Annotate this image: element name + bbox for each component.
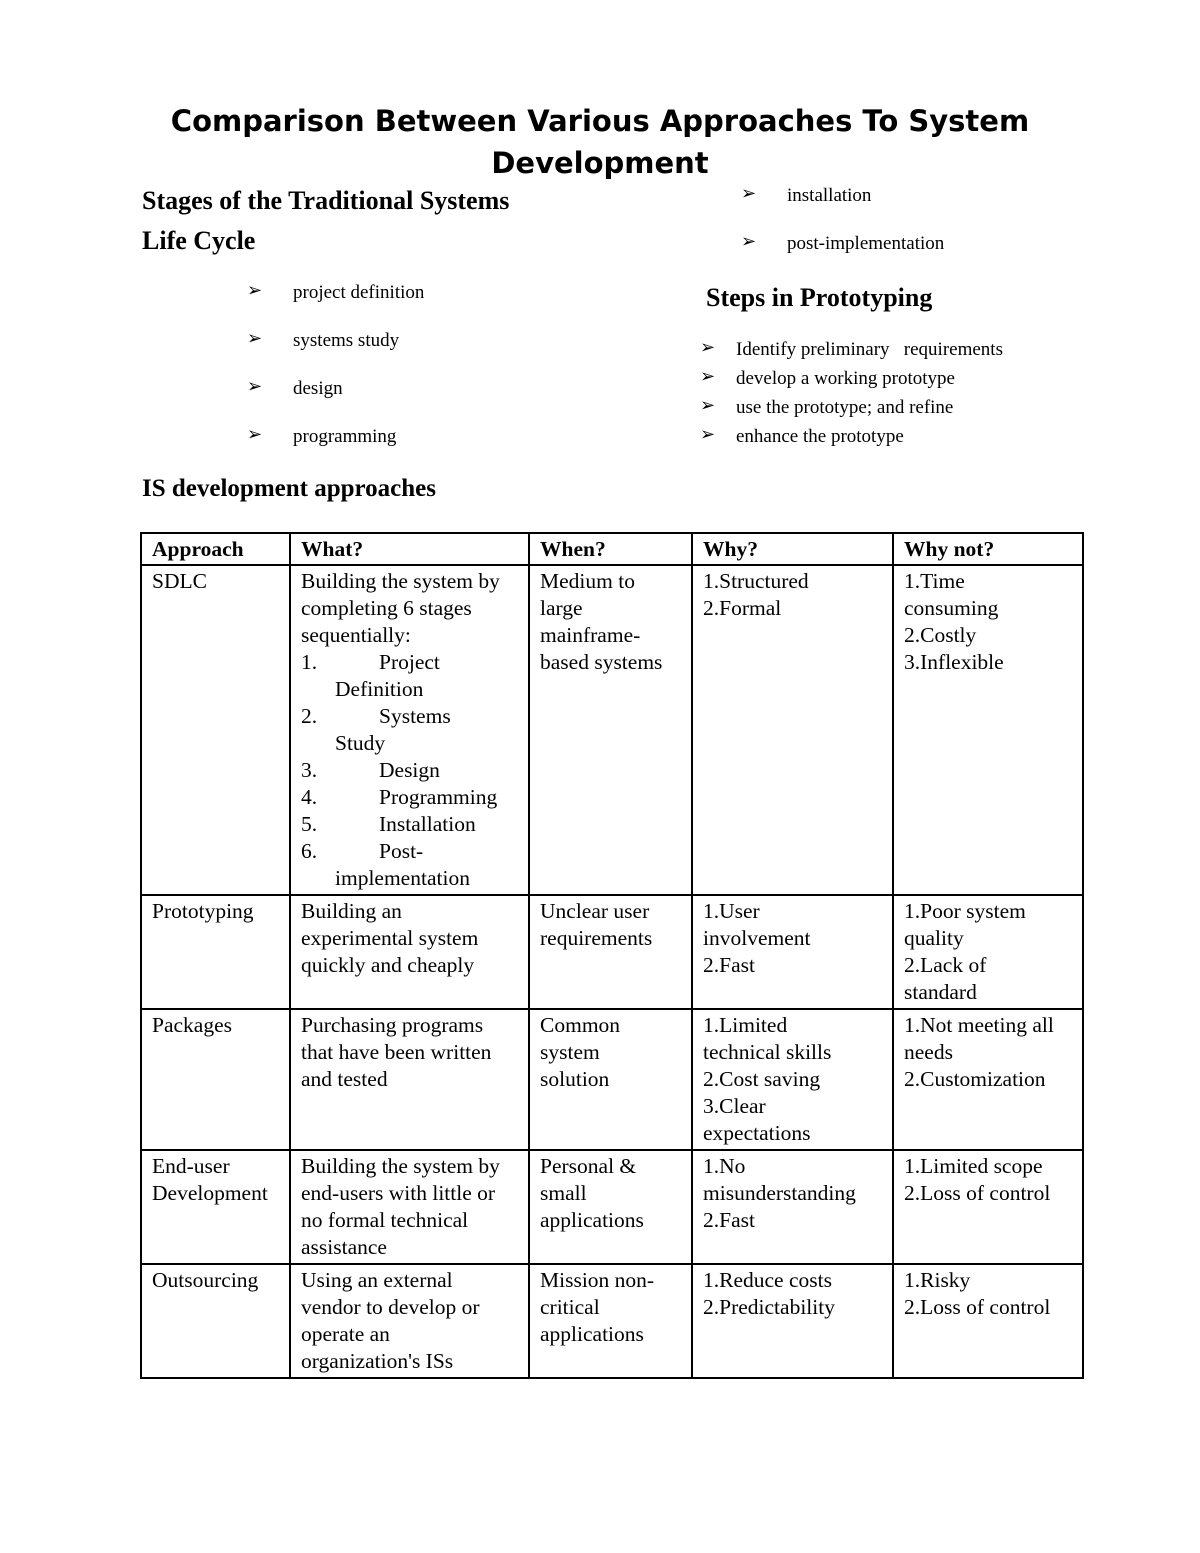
list-item: ➢ installation [741,183,872,206]
table-row [141,895,1083,1009]
stage-step: 6. Post- implementation [301,839,470,890]
list-item: ➢ programming [247,424,397,447]
what-cell: Building the system by end-users with little or no formal technical assistance [290,1150,529,1264]
lifecycle-heading [142,181,509,261]
prototyping-heading: Steps in Prototyping [706,283,933,312]
arrow-bullet-icon: ➢ [247,280,263,301]
stage-step: 4. Programming [301,785,498,809]
why-not-cell: 1.Time consuming 2.Costly 3.Inflexible [893,565,1083,895]
list-item: ➢ use the prototype; and refine [700,395,954,418]
column-header: When? [529,533,692,565]
list-item: ➢ post-implementation [741,231,945,254]
table-row [141,1264,1083,1378]
arrow-bullet-icon: ➢ [700,366,716,387]
what-cell: Purchasing programs that have been written and tested [290,1009,529,1150]
why-cell: 1.User involvement 2.Fast [692,895,893,1009]
list-item: ➢ develop a working prototype [700,366,955,389]
arrow-bullet-icon: ➢ [700,395,716,416]
stage-step: 1. Project Definition [301,650,440,701]
table-header-row [141,533,1083,565]
list-item: ➢ systems study [247,328,400,351]
arrow-bullet-icon: ➢ [741,183,757,204]
lifecycle-heading-line2: Life Cycle [142,226,256,255]
approach-cell: SDLC [141,565,290,895]
list-item: ➢ enhance the prototype [700,424,904,447]
stage-step: 5. Installation [301,812,476,836]
why-cell: 1.Structured 2.Formal [692,565,893,895]
column-header: Why? [692,533,893,565]
approach-cell: End-user Development [141,1150,290,1264]
when-cell: Mission non- critical applications [529,1264,692,1378]
stage-step: 2. Systems Study [301,704,451,755]
arrow-bullet-icon: ➢ [700,337,716,358]
list-item: ➢ Identify preliminary requirements [700,337,1003,360]
why-cell: 1.Reduce costs 2.Predictability [692,1264,893,1378]
column-header: Approach [141,533,290,565]
table-row [141,1009,1083,1150]
arrow-bullet-icon: ➢ [247,376,263,397]
why-not-cell: 1.Risky 2.Loss of control [893,1264,1083,1378]
arrow-bullet-icon: ➢ [247,424,263,445]
approach-cell: Packages [141,1009,290,1150]
why-not-cell: 1.Limited scope 2.Loss of control [893,1150,1083,1264]
why-cell: 1.No misunderstanding 2.Fast [692,1150,893,1264]
approach-cell: Outsourcing [141,1264,290,1378]
arrow-bullet-icon: ➢ [247,328,263,349]
column-header: What? [290,533,529,565]
when-cell: Unclear user requirements [529,895,692,1009]
when-cell: Personal & small applications [529,1150,692,1264]
list-item: ➢ project definition [247,280,425,303]
lifecycle-list [247,280,425,474]
lifecycle-list-continued [741,183,945,281]
table-row [141,1150,1083,1264]
table-row [141,565,1083,895]
arrow-bullet-icon: ➢ [741,231,757,252]
what-cell: Building the system by completing 6 stages sequentially: 1. Project Definition 2. Systems Study 3. Design 4. Programming 5. Installation 6. Post- implementation [290,565,529,895]
prototyping-steps-list [700,337,1003,455]
what-cell: Building an experimental system quickly and cheaply [290,895,529,1009]
approaches-table [140,532,1084,1379]
approach-cell: Prototyping [141,895,290,1009]
list-item: ➢ design [247,376,343,399]
lifecycle-heading-line1: Stages of the Traditional Systems [142,186,510,215]
when-cell: Medium to large mainframe- based systems [529,565,692,895]
why-not-cell: 1.Not meeting all needs 2.Customization [893,1009,1083,1150]
what-cell: Using an external vendor to develop or operate an organization's ISs [290,1264,529,1378]
approaches-heading: IS development approaches [142,475,437,502]
stage-step: 3. Design [301,758,440,782]
column-header: Why not? [893,533,1083,565]
why-not-cell: 1.Poor system quality 2.Lack of standard [893,895,1083,1009]
arrow-bullet-icon: ➢ [700,424,716,445]
when-cell: Common system solution [529,1009,692,1150]
page-title: Comparison Between Various Approaches To System Development [170,104,1030,180]
why-cell: 1.Limited technical skills 2.Cost saving 3.Clear expectations [692,1009,893,1150]
